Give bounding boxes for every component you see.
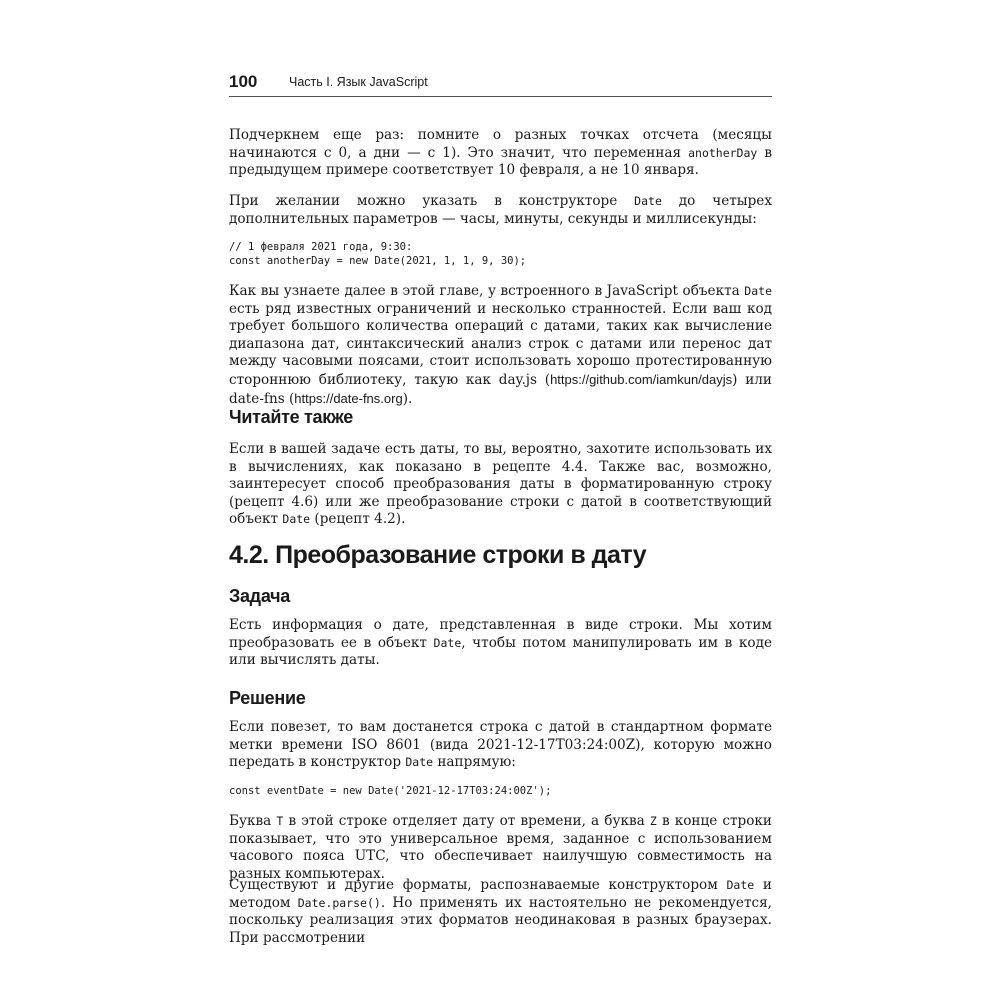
paragraph-utc-explanation: Буква T в этой строке отделяет дату от времени, а буква Z в конце строки показывает, что это универсальное время, заданное с использованием часового пояса UTC, что обеспечивает наилучшую совместимость на разных компьютерах.	[229, 813, 772, 882]
inline-code: Date	[726, 878, 755, 892]
paragraph-solution: Если повезет, то вам достанется строка с датой в стандартном формате метки времени ISO 8601 (вида 2021-12-17T03:24:00Z), которую можно передать в конструктор Date напрямую:	[229, 719, 772, 771]
code-block-event-date: const eventDate = new Date('2021-12-17T03:24:00Z');	[229, 785, 552, 797]
page-number: 100	[229, 72, 258, 91]
heading-solution: Решение	[229, 688, 306, 708]
paragraph-see-also: Если в вашей задаче есть даты, то вы, вероятно, захотите использовать их в вычислениях, как показано в рецепте 4.4. Также вас, возможно, заинтересует способ преобразования даты в форматированную строку (рецепт 4.6) или же преобразование строки с датой в соответствующий объект Date (рецепт 4.2).	[229, 441, 772, 528]
date-fns-link[interactable]: https://date-fns.org	[294, 390, 403, 406]
inline-code: Date	[634, 194, 662, 208]
inline-code: Date	[433, 635, 462, 650]
inline-code: Date	[405, 755, 434, 770]
running-header	[229, 70, 772, 97]
inline-code: T	[276, 814, 284, 828]
inline-code: Z	[649, 814, 657, 828]
inline-code: Date	[744, 284, 772, 298]
dayjs-link[interactable]: https://github.com/iamkun/dayjs	[550, 371, 733, 387]
heading-see-also: Читайте также	[229, 407, 353, 427]
inline-code: Date.parse()	[297, 895, 381, 910]
paragraph-extra-params: При желании можно указать в конструкторе Date до четырех дополнительных параметров — часы, минуты, секунды и миллисекунды:	[229, 193, 772, 227]
running-title: Часть I. Язык JavaScript	[289, 75, 428, 89]
inline-code: Date	[282, 512, 311, 527]
paragraph-date-limitations: Как вы узнаете далее в этой главе, у встроенного в JavaScript объекта Date есть ряд известных ограничений и несколько странностей. Если ваш код требует большого количества операций с датами, таких как вычисление диапазона дат, синтаксический анализ строк с датами или перенос дат между часовыми поясами, стоит использовать хорошо протестированную стороннюю библиотеку, такую как day.js (https://github.com/iamkun/dayjs) или date-fns (https://date-fns.org).	[229, 283, 772, 407]
code-block-another-day: // 1 февраля 2021 года, 9:30: const anotherDay = new Date(2021, 1, 1, 9, 30);	[229, 241, 527, 267]
paragraph-other-formats: Существуют и другие форматы, распознаваемые конструктором Date и методом Date.parse(). Но применять их настоятельно не рекомендуется, поскольку реализация этих форматов неодинаковая в разных браузерах. При рассмотрении	[229, 877, 772, 946]
inline-code: anotherDay	[688, 145, 758, 160]
paragraph-months-reminder: Подчеркнем еще раз: помните о разных точках отсчета (месяцы начинаются с 0, а дни — с 1). Это значит, что переменная anotherDay в предыдущем примере соответствует 10 февраля, а не 10 января.	[229, 127, 772, 179]
section-title: 4.2. Преобразование строки в дату	[229, 541, 647, 569]
heading-task: Задача	[229, 586, 290, 606]
paragraph-task: Есть информация о дате, представленная в виде строки. Мы хотим преобразовать ее в объект Date, чтобы потом манипулировать им в коде или вычислять даты.	[229, 617, 772, 669]
